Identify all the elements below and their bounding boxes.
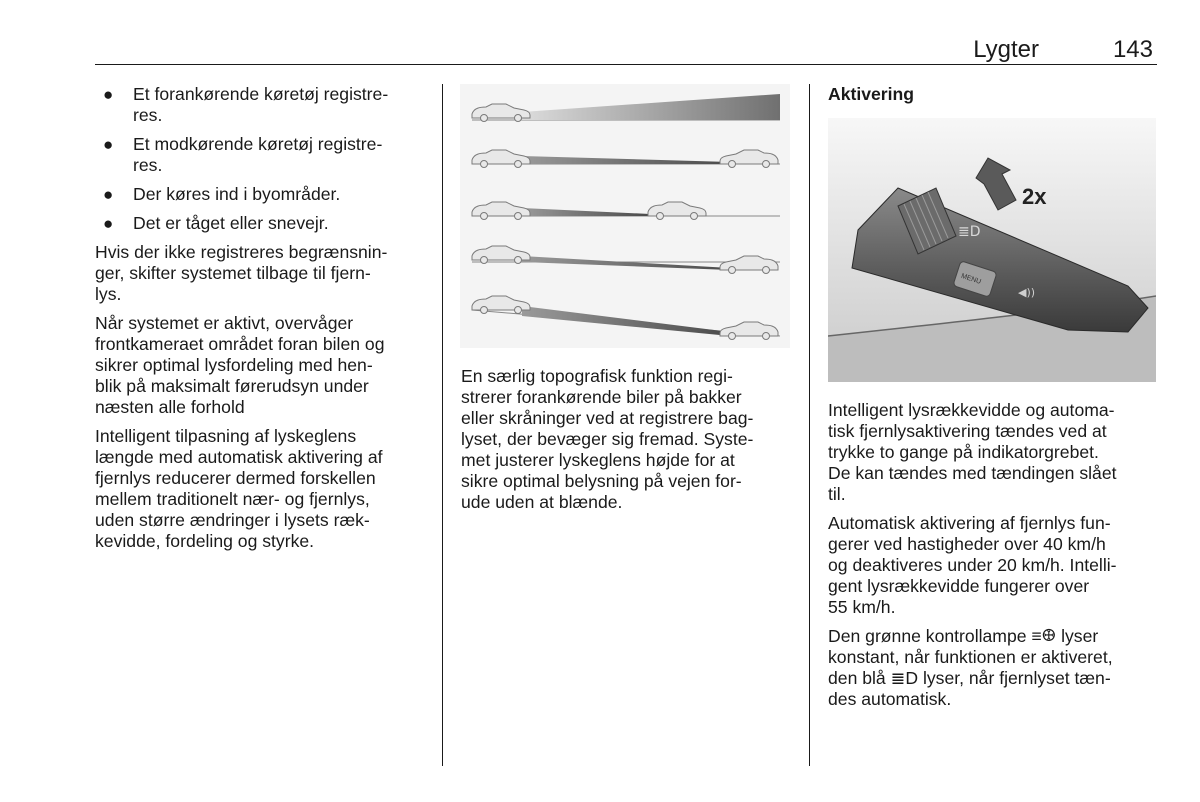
bullet-dot-icon: ●: [103, 214, 114, 233]
section-heading: Aktivering: [828, 84, 915, 104]
list-item: ● Et forankørende køretøj registre- res.: [103, 84, 389, 125]
page-number: 143: [1112, 36, 1153, 63]
body-paragraph: Den grønne kontrollampe ≡𐃏 lyser konstant, når funktionen er aktiveret, den blå ≣D lyser, når fjernlyset tæn- des automatisk.: [828, 626, 1113, 709]
bullet-dot-icon: ●: [103, 85, 114, 104]
column-divider-right: [809, 84, 810, 766]
body-paragraph: Automatisk aktivering af fjernlys fun- gerer ved hastigheder over 40 km/h og deaktiveres under 20 km/h. Intelli- gent lysrækkevidde fungerer over 55 km/h.: [828, 513, 1117, 617]
body-paragraph: Når systemet er aktivt, overvåger frontkameraet området foran bilen og sikrer optimal lysfordeling med hen- blik på maksimalt førerudsyn under næsten alle forhold: [95, 313, 385, 417]
middle-column: [461, 366, 791, 521]
body-paragraph: Hvis der ikke registreres begrænsnin- ger, skifter systemet tilbage til fjern- lys.: [95, 242, 388, 304]
section-title: Lygter: [973, 36, 1039, 63]
column-divider-left: [442, 84, 443, 766]
press-twice-label: 2x: [1022, 184, 1047, 209]
page-header: [95, 0, 1157, 65]
body-paragraph: En særlig topografisk funktion regi- strerer forankørende biler på bakker eller skråninger ved at registrere bag- lyset, der bevæger sig fremad. Syste- met justerer lyskeglens højde for at sikre optimal belysning på vejen for- ude uden at blænde.: [461, 366, 754, 512]
bullet-dot-icon: ●: [103, 185, 114, 204]
bullet-dot-icon: ●: [103, 135, 114, 154]
headlight-beam-figure: [460, 84, 790, 348]
indicator-lever-figure: [828, 118, 1156, 382]
list-item: ● Der køres ind i byområder.: [103, 184, 341, 204]
left-column: [95, 84, 430, 560]
menu-button-label: MENU: [960, 272, 982, 286]
list-item: ● Et modkørende køretøj registre- res.: [103, 134, 383, 175]
bullet-list: [95, 84, 430, 234]
body-paragraph: Intelligent tilpasning af lyskeglens længde med automatisk aktivering af fjernlys reducerer dermed forskellen mellem traditionelt nær- og fjernlys, uden større ændringer i lysets ræk- kevidde, fordeling og styrke.: [95, 426, 383, 551]
right-column: [828, 84, 1158, 119]
voice-symbol-icon: ◀)): [1018, 286, 1036, 299]
high-beam-symbol-icon: ≣D: [958, 224, 981, 240]
list-item: ● Det er tåget eller snevejr.: [103, 213, 329, 233]
right-column-text: [828, 400, 1163, 718]
body-paragraph: Intelligent lysrækkevidde og automa- tisk fjernlysaktivering tændes ved at trykke to gange på indikatorgrebet. De kan tændes med tændingen slået til.: [828, 400, 1117, 504]
